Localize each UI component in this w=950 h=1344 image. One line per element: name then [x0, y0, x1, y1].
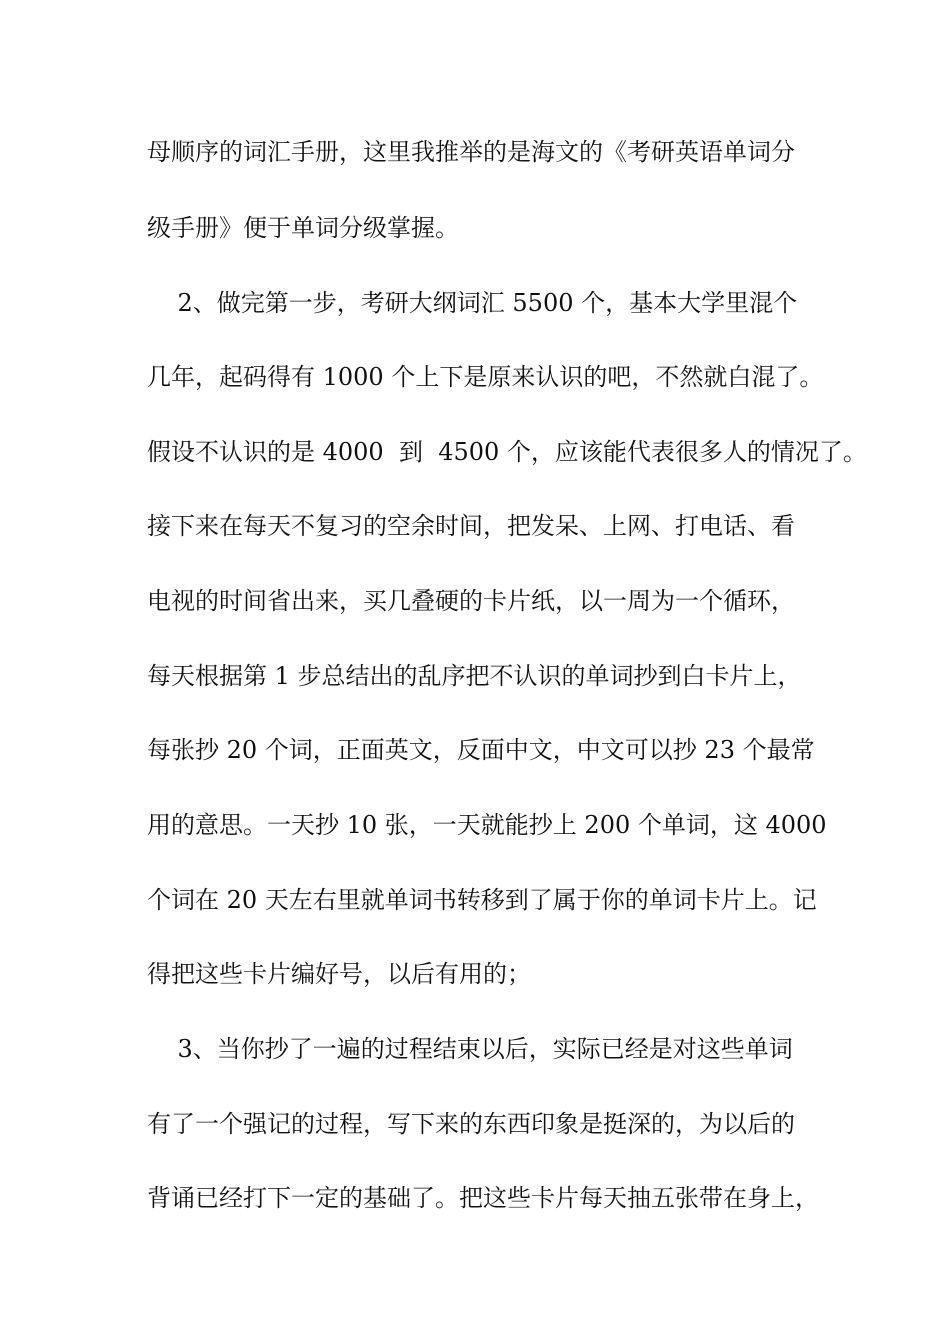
- text-line: 电视的时间省出来，买几叠硬的卡片纸，以一周为一个循环，: [147, 587, 795, 615]
- text-line: 每天根据第 1 步总结出的乱序把不认识的单词抄到白卡片上，: [147, 662, 802, 690]
- text-line: 3、当你抄了一遍的过程结束以后，实际已经是对这些单词: [147, 1035, 793, 1063]
- text-line: 接下来在每天不复习的空余时间，把发呆、上网、打电话、看: [147, 512, 795, 540]
- text-line: 每张抄 20 个词，正面英文，反面中文，中文可以抄 23 个最常: [147, 736, 815, 764]
- text-line: 用的意思。一天抄 10 张，一天就能抄上 200 个单词，这 4000: [147, 811, 827, 839]
- text-line: 2、做完第一步，考研大纲词汇 5500 个，基本大学里混个: [147, 289, 798, 317]
- text-line: 几年，起码得有 1000 个上下是原来认识的吧，不然就白混了。: [147, 363, 824, 391]
- text-line: 母顺序的词汇手册，这里我推举的是海文的《考研英语单词分: [147, 138, 795, 166]
- text-line: 有了一个强记的过程，写下来的东西印象是挺深的，为以后的: [147, 1110, 795, 1138]
- text-line: 级手册》便于单词分级掌握。: [147, 214, 459, 242]
- text-line: 背诵已经打下一定的基础了。把这些卡片每天抽五张带在身上，: [147, 1184, 819, 1212]
- text-line: 假设不认识的是 4000 到 4500 个，应该能代表很多人的情况了。: [147, 438, 867, 466]
- text-line: 个词在 20 天左右里就单词书转移到了属于你的单词卡片上。记: [147, 886, 817, 914]
- text-line: 得把这些卡片编好号，以后有用的；: [147, 960, 531, 988]
